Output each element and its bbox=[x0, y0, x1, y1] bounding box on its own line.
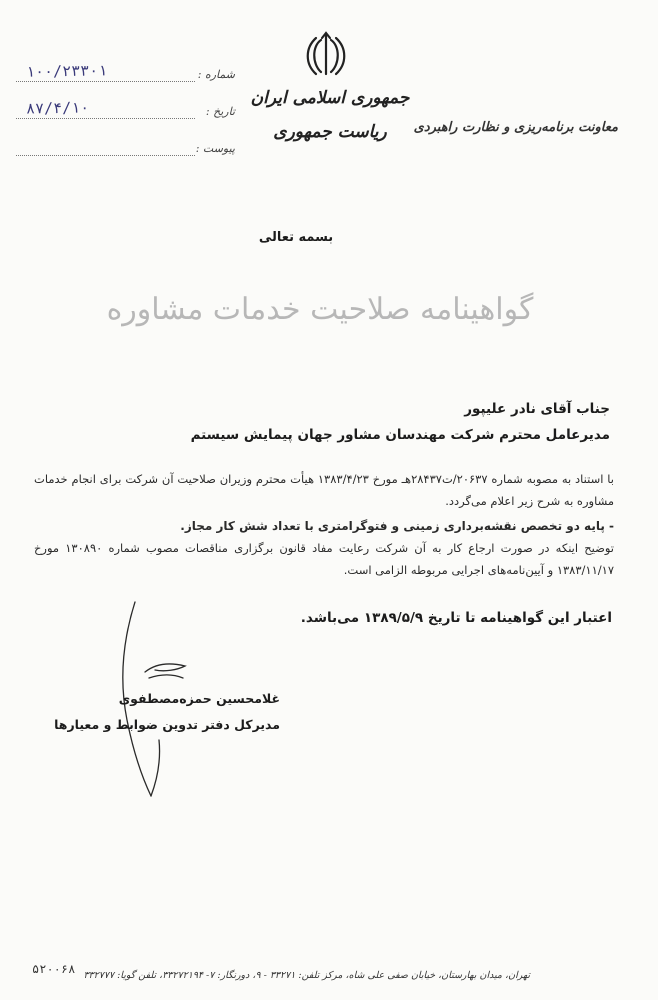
header-center bbox=[250, 88, 410, 142]
office-name: ریاست جمهوری bbox=[273, 122, 387, 142]
meta-number-row bbox=[10, 62, 235, 88]
recipient bbox=[90, 396, 610, 448]
meta-date-label: تاریخ : bbox=[205, 105, 235, 118]
meta-date-line bbox=[16, 118, 195, 119]
certificate-title: گواهینامه صلاحیت خدمات مشاوره bbox=[106, 292, 534, 327]
basmala: بسمه تعالی bbox=[258, 230, 334, 245]
recipient-name: جناب آقای نادر علیپور bbox=[464, 401, 610, 417]
body-main-text: با استناد به مصوبه شماره ۲۰۶۳۷/ت۲۸۴۳۷هـ مورخ ۱۳۸۳/۴/۲۳ هیأت محترم وزیران صلاحیت آن شرکت برای انجام خدمات مشاوره به شرح زیر اعلام می‌گردد. bbox=[34, 472, 614, 508]
validity-statement: اعتبار این گواهینامه تا تاریخ ۱۳۸۹/۵/۹ می‌باشد. bbox=[300, 610, 612, 626]
meta-number-value: ۱۰۰/۲۳۳۰۱ bbox=[25, 61, 108, 81]
country-name: جمهوری اسلامی ایران bbox=[250, 88, 410, 108]
signer-name: غلامحسین حمزه‌مصطفوی bbox=[118, 691, 280, 706]
signer-title: مدیرکل دفتر تدوین ضوابط و معیارها bbox=[54, 717, 280, 732]
meta-date-row bbox=[10, 99, 235, 125]
meta-number-label: شماره : bbox=[197, 68, 235, 81]
meta-date-value: ۸۷/۴/۱۰ bbox=[25, 98, 90, 118]
signer-block bbox=[54, 686, 280, 738]
meta-attachment-row bbox=[10, 136, 235, 162]
footer-address: تهران، میدان بهارستان، خیابان صفی علی شاه، مرکز تلفن: ۳۳۲۷۱ - ۹، دورنگار: ۷- ۳۳۲۷۲۱۹۴، تلفن گویا: ۳۳۲۷۷۷ bbox=[83, 970, 530, 981]
meta-number-line bbox=[16, 81, 195, 82]
footer-code: ۵۲۰۰۶۸ bbox=[32, 962, 76, 976]
letter-meta bbox=[10, 62, 235, 173]
recipient-position: مدیرعامل محترم شرکت مهندسان مشاور جهان پیمایش سیستم bbox=[190, 427, 610, 443]
iran-emblem-icon bbox=[304, 30, 348, 80]
meta-attachment-label: پیوست : bbox=[195, 142, 235, 155]
meta-attachment-line bbox=[16, 155, 195, 156]
body-paragraph bbox=[34, 468, 614, 581]
department-name: معاونت برنامه‌ریزی و نظارت راهبردی bbox=[413, 120, 618, 135]
body-note: توضیح اینکه در صورت ارجاع کار به آن شرکت رعایت مفاد قانون برگزاری مناقصات مصوب شماره ۱۳۰۸۹۰ مورخ ۱۳۸۳/۱۱/۱۷ و آیین‌نامه‌های اجرایی مربوطه الزامی است. bbox=[34, 541, 615, 577]
body-bullet: - پایه دو تخصص نقشه‌برداری زمینی و فتوگرامتری با تعداد شش کار مجاز. bbox=[180, 519, 614, 533]
